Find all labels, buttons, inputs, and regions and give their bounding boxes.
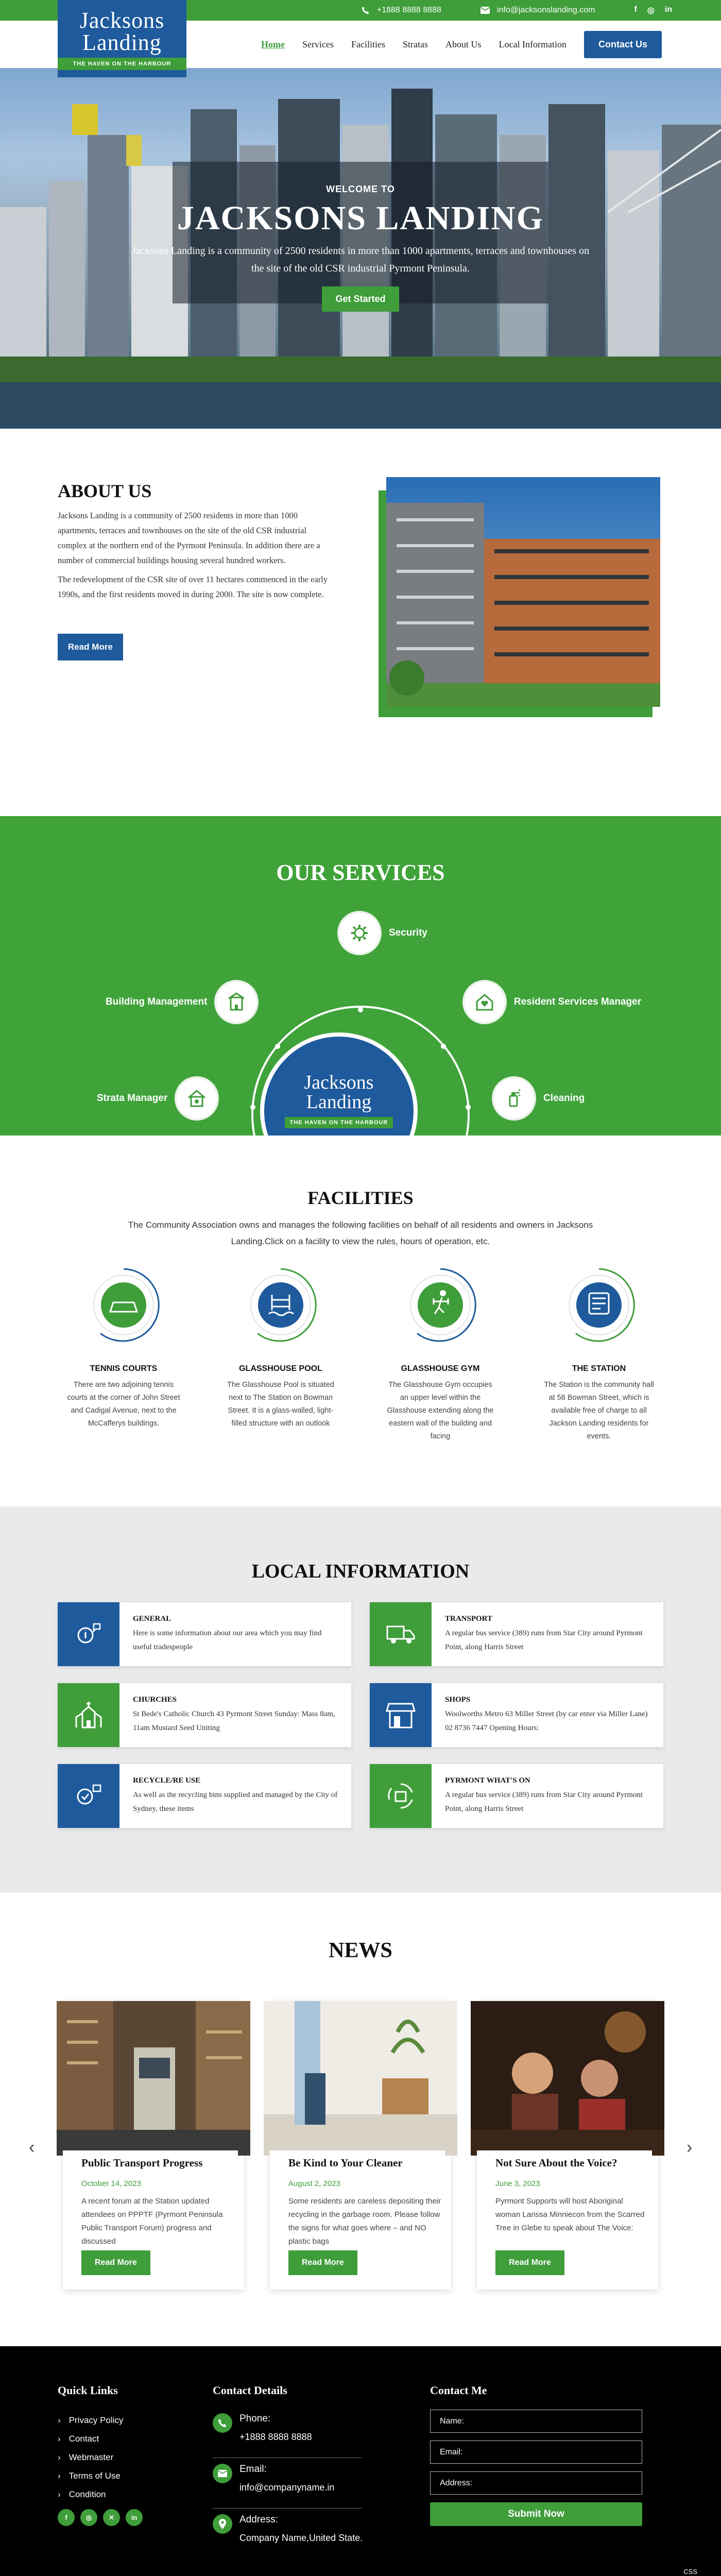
- about-title: ABOUT US: [58, 481, 152, 501]
- footer-link-label: Terms of Use: [68, 2471, 121, 2481]
- facility-tennis-title: TENNIS COURTS: [90, 1364, 158, 1373]
- local-transport-text: A regular bus service (389) runs from Star City around Pyrmont Point, along Harris Street: [445, 1629, 643, 1651]
- chevron-right-icon: ›: [58, 2434, 61, 2444]
- chevron-right-icon: ›: [58, 2452, 61, 2462]
- pool-icon: [242, 1266, 319, 1344]
- local-recycle-text: As well as the recycling bins supplied and managed by the City of Sydney, these items: [133, 1790, 338, 1813]
- quick-links-list: [58, 2411, 123, 2504]
- news-section: [0, 1893, 721, 2346]
- facility-gym-title: GLASSHOUSE GYM: [401, 1364, 480, 1373]
- footer-link-condition[interactable]: [58, 2485, 123, 2504]
- footer-email-label: Email:: [239, 2464, 267, 2475]
- house-heart-icon: [462, 980, 507, 1024]
- about-section: [0, 429, 721, 816]
- footer-address-label: Address:: [239, 2514, 278, 2525]
- instagram-icon[interactable]: ◎: [647, 6, 655, 15]
- css-badge: CSS: [683, 2568, 697, 2575]
- footer-link-webmaster[interactable]: [58, 2448, 123, 2467]
- facility-pool-text: The Glasshouse Pool is situated next to The Station on Bowman Street. It is a glass-walled, light-filled structure with an outlook: [227, 1381, 334, 1428]
- mail-icon: [213, 2464, 232, 2483]
- facilities-section: [0, 1136, 721, 1506]
- nav-home[interactable]: Home: [261, 39, 285, 49]
- news-card-1-date: October 14, 2023: [81, 2179, 141, 2188]
- news-card-1-read-more[interactable]: Read More: [81, 2250, 150, 2275]
- logo-line1: Jacksons: [79, 8, 165, 33]
- logo-tagline: THE HAVEN ON THE HARBOUR: [58, 58, 186, 70]
- top-phone[interactable]: [362, 6, 441, 15]
- facility-pool-title: GLASSHOUSE POOL: [239, 1364, 322, 1373]
- nav-local-information[interactable]: Local Information: [499, 39, 566, 49]
- nav-stratas[interactable]: Stratas: [403, 39, 428, 49]
- local-card-shops[interactable]: [370, 1683, 663, 1747]
- local-churches-text: St Bede's Catholic Church 43 Pyrmont Street Sunday: Mass 8am, 11am Mustard Seed Uniting: [133, 1709, 335, 1732]
- facility-station-title: THE STATION: [572, 1364, 626, 1373]
- shop-icon: [370, 1683, 432, 1747]
- news-card-3-title: Not Sure About the Voice?: [477, 2150, 652, 2174]
- local-title: LOCAL INFORMATION: [251, 1561, 470, 1582]
- name-field[interactable]: [430, 2410, 642, 2433]
- services-logo-line2: Landing: [306, 1091, 372, 1113]
- linkedin-icon[interactable]: in: [126, 2509, 143, 2526]
- divider: [213, 2508, 362, 2509]
- local-information-section: [0, 1506, 721, 1893]
- news-card-2-title: Be Kind to Your Cleaner: [270, 2150, 445, 2174]
- site-logo[interactable]: [58, 0, 186, 77]
- service-security[interactable]: [337, 911, 427, 955]
- contact-us-button[interactable]: Contact Us: [584, 31, 662, 58]
- general-info-icon: [58, 1602, 119, 1666]
- footer-phone-label: Phone:: [239, 2413, 271, 2424]
- facebook-icon[interactable]: f: [634, 5, 637, 14]
- contact-me-title: Contact Me: [430, 2384, 487, 2397]
- facility-glasshouse-pool[interactable]: [224, 1266, 337, 1430]
- facility-tennis-courts[interactable]: [67, 1266, 180, 1430]
- footer-address-value: Company Name,United State.: [239, 2533, 363, 2543]
- local-whats-on-text: A regular bus service (389) runs from Star City around Pyrmont Point, along Harris Street: [445, 1790, 643, 1813]
- quick-links-title: Quick Links: [58, 2384, 118, 2397]
- news-card-3-text: Pyrmont Supports will host Aboriginal woman Larissa Minniecon from the Scarred Tree in Glebe to speak about The Voice:: [495, 2197, 645, 2232]
- contact-form: [430, 2410, 642, 2526]
- news-card-3[interactable]: [477, 2001, 658, 2290]
- hero-content: [0, 184, 721, 312]
- footer-link-label: Webmaster: [68, 2452, 114, 2462]
- news-card-1-text: A recent forum at the Station updated attendees on PPPTF (Pyrmont Peninsula Public Transport Forum) progress and discussed: [81, 2197, 223, 2246]
- cleaning-spray-icon: [492, 1076, 536, 1121]
- linkedin-icon[interactable]: in: [664, 5, 672, 14]
- recycle-box-icon: [370, 1764, 432, 1828]
- top-email[interactable]: [480, 6, 595, 15]
- local-transport-title: TRANSPORT: [445, 1614, 492, 1623]
- site-footer: [0, 2346, 721, 2576]
- news-card-2-read-more[interactable]: Read More: [288, 2250, 357, 2275]
- service-building-management-label: Building Management: [106, 996, 208, 1007]
- top-email-text: info@jacksonslanding.com: [496, 6, 595, 14]
- service-resident-services[interactable]: [462, 980, 641, 1024]
- local-whats-on-title: PYRMONT WHAT'S ON: [445, 1776, 530, 1785]
- footer-link-contact[interactable]: [58, 2430, 123, 2448]
- station-icon: [560, 1266, 638, 1344]
- local-general-title: GENERAL: [133, 1614, 171, 1623]
- hero-text: Jacksons Landing is a community of 2500 residents in more than 1000 apartments, terraces and townhouses on the site of the old CSR industrial Pyrmont Peninsula.: [131, 245, 590, 274]
- service-security-label: Security: [389, 927, 427, 938]
- news-next-arrow[interactable]: ›: [686, 2138, 693, 2157]
- local-recycle-title: RECYCLE/RE USE: [133, 1776, 201, 1785]
- services-logo-tagline: THE HAVEN ON THE HARBOUR: [285, 1117, 393, 1128]
- location-pin-icon: [213, 2514, 232, 2534]
- about-paragraph-1: Jacksons Landing is a community of 2500 residents in more than 1000 apartments, terraces and townhouses on the site of the old CSR industrial complex at the northern end of the Pyrmont Peninsula. In addition there are a number of commercial buildings housing several hundred workers.: [58, 511, 320, 565]
- nav-about-us[interactable]: About Us: [445, 39, 482, 49]
- news-title: NEWS: [329, 1939, 392, 1962]
- local-card-general[interactable]: [58, 1602, 351, 1666]
- footer-phone-value: +1888 8888 8888: [239, 2432, 312, 2442]
- security-gear-icon: [337, 911, 382, 955]
- local-card-whats-on[interactable]: [370, 1764, 663, 1828]
- footer-link-label: Privacy Policy: [68, 2415, 124, 2425]
- facility-the-station[interactable]: [542, 1266, 656, 1443]
- services-title: OUR SERVICES: [276, 860, 445, 885]
- email-field[interactable]: [430, 2441, 642, 2464]
- services-logo-line1: Jacksons: [304, 1072, 374, 1093]
- hero-eyebrow: WELCOME TO: [326, 184, 395, 194]
- facility-tennis-text: There are two adjoining tennis courts at the corner of John Street and Cadigal Avenue, next to the McCafferys buildings.: [67, 1381, 180, 1428]
- hero-title: JACKSONS LANDING: [177, 199, 544, 237]
- address-field[interactable]: [430, 2471, 642, 2495]
- footer-link-privacy[interactable]: [58, 2411, 123, 2430]
- news-card-3-date: June 3, 2023: [495, 2179, 540, 2188]
- chevron-right-icon: ›: [58, 2489, 61, 2499]
- chevron-right-icon: ›: [58, 2471, 61, 2481]
- news-image-cleaner: [264, 2001, 457, 2156]
- services-section: [0, 816, 721, 1136]
- gym-icon: [402, 1266, 479, 1344]
- news-card-1-title: Public Transport Progress: [63, 2150, 238, 2174]
- news-image-train: [57, 2001, 250, 2156]
- news-card-2[interactable]: [270, 2001, 451, 2290]
- service-strata-manager[interactable]: [97, 1076, 219, 1121]
- service-strata-manager-label: Strata Manager: [97, 1093, 168, 1104]
- about-paragraph-2: The redevelopment of the CSR site of over 11 hectares commenced in the early 1990s, and the first residents moved in during 2000. The site is now complete.: [58, 574, 328, 599]
- facility-glasshouse-gym[interactable]: [384, 1266, 497, 1443]
- building-management-icon: [214, 980, 259, 1024]
- nav-services[interactable]: Services: [302, 39, 334, 49]
- contact-details-title: Contact Details: [213, 2384, 287, 2397]
- footer-link-terms[interactable]: [58, 2467, 123, 2485]
- strata-house-icon: [175, 1076, 219, 1121]
- facilities-intro: The Community Association owns and manages the following facilities on behalf of all residents and owners in Jacksons Landing.Click on a facility to view the rules, hours of operation, etc.: [128, 1220, 593, 1246]
- news-card-2-text: Some residents are careless depositing their recycling in the garbage room. Please follow the signs for what goes where – and NO plastic bags: [288, 2197, 441, 2246]
- facility-gym-text: The Glasshouse Gym occupies an upper level within the Glasshouse extending along the eastern wall of the building and facing: [387, 1381, 494, 1440]
- news-card-2-date: August 2, 2023: [288, 2179, 340, 2188]
- main-nav: [261, 31, 662, 58]
- local-churches-title: CHURCHES: [133, 1695, 177, 1704]
- footer-link-label: Condition: [68, 2489, 106, 2499]
- local-card-recycle[interactable]: [58, 1764, 351, 1828]
- facilities-title: FACILITIES: [307, 1188, 414, 1208]
- phone-icon: [362, 6, 370, 14]
- service-building-management[interactable]: [106, 980, 259, 1024]
- local-shops-text: Woolworths Metro 63 Miller Street (by car enter via Miller Lane) 02 8736 7447 Opening Hours:: [445, 1709, 648, 1732]
- local-general-text: Here is some information about our area which you may find useful tradespeople: [133, 1629, 322, 1651]
- local-card-transport[interactable]: [370, 1602, 663, 1666]
- mail-icon: [480, 7, 490, 14]
- about-read-more-button[interactable]: Read More: [58, 634, 123, 660]
- service-cleaning-label: Cleaning: [543, 1093, 585, 1104]
- service-cleaning[interactable]: [492, 1076, 585, 1121]
- truck-icon: [370, 1602, 432, 1666]
- facility-station-text: The Station is the community hall at 58 Bowman Street, which is available free of charge to all Jackson Landing residents for events.: [544, 1381, 654, 1440]
- footer-email-value: info@companyname.in: [239, 2482, 335, 2493]
- about-building-image: [386, 477, 660, 707]
- nav-facilities[interactable]: Facilities: [351, 39, 386, 49]
- news-card-3-read-more[interactable]: Read More: [495, 2250, 564, 2275]
- service-resident-services-label: Resident Services Manager: [514, 996, 642, 1007]
- get-started-button[interactable]: Get Started: [322, 286, 399, 312]
- news-image-gathering: [471, 2001, 664, 2156]
- top-phone-text: +1888 8888 8888: [376, 6, 441, 14]
- local-shops-title: SHOPS: [445, 1695, 471, 1704]
- local-card-churches[interactable]: [58, 1683, 351, 1747]
- instagram-icon[interactable]: ◎: [80, 2509, 97, 2526]
- news-prev-arrow[interactable]: ‹: [29, 2138, 35, 2157]
- phone-icon: [213, 2413, 232, 2433]
- footer-social: [58, 2509, 143, 2526]
- x-twitter-icon[interactable]: ✕: [103, 2509, 120, 2526]
- hero-section: [0, 68, 721, 429]
- top-bar-contacts: [362, 0, 672, 21]
- footer-link-label: Contact: [68, 2434, 99, 2444]
- top-social: [634, 5, 672, 15]
- chevron-right-icon: ›: [58, 2415, 61, 2425]
- recycle-icon: [58, 1764, 119, 1828]
- news-card-1[interactable]: [63, 2001, 244, 2290]
- tennis-court-icon: [85, 1266, 162, 1344]
- submit-now-button[interactable]: Submit Now: [430, 2502, 642, 2526]
- church-icon: [58, 1683, 119, 1747]
- facebook-icon[interactable]: f: [58, 2509, 75, 2526]
- logo-line2: Landing: [82, 30, 162, 55]
